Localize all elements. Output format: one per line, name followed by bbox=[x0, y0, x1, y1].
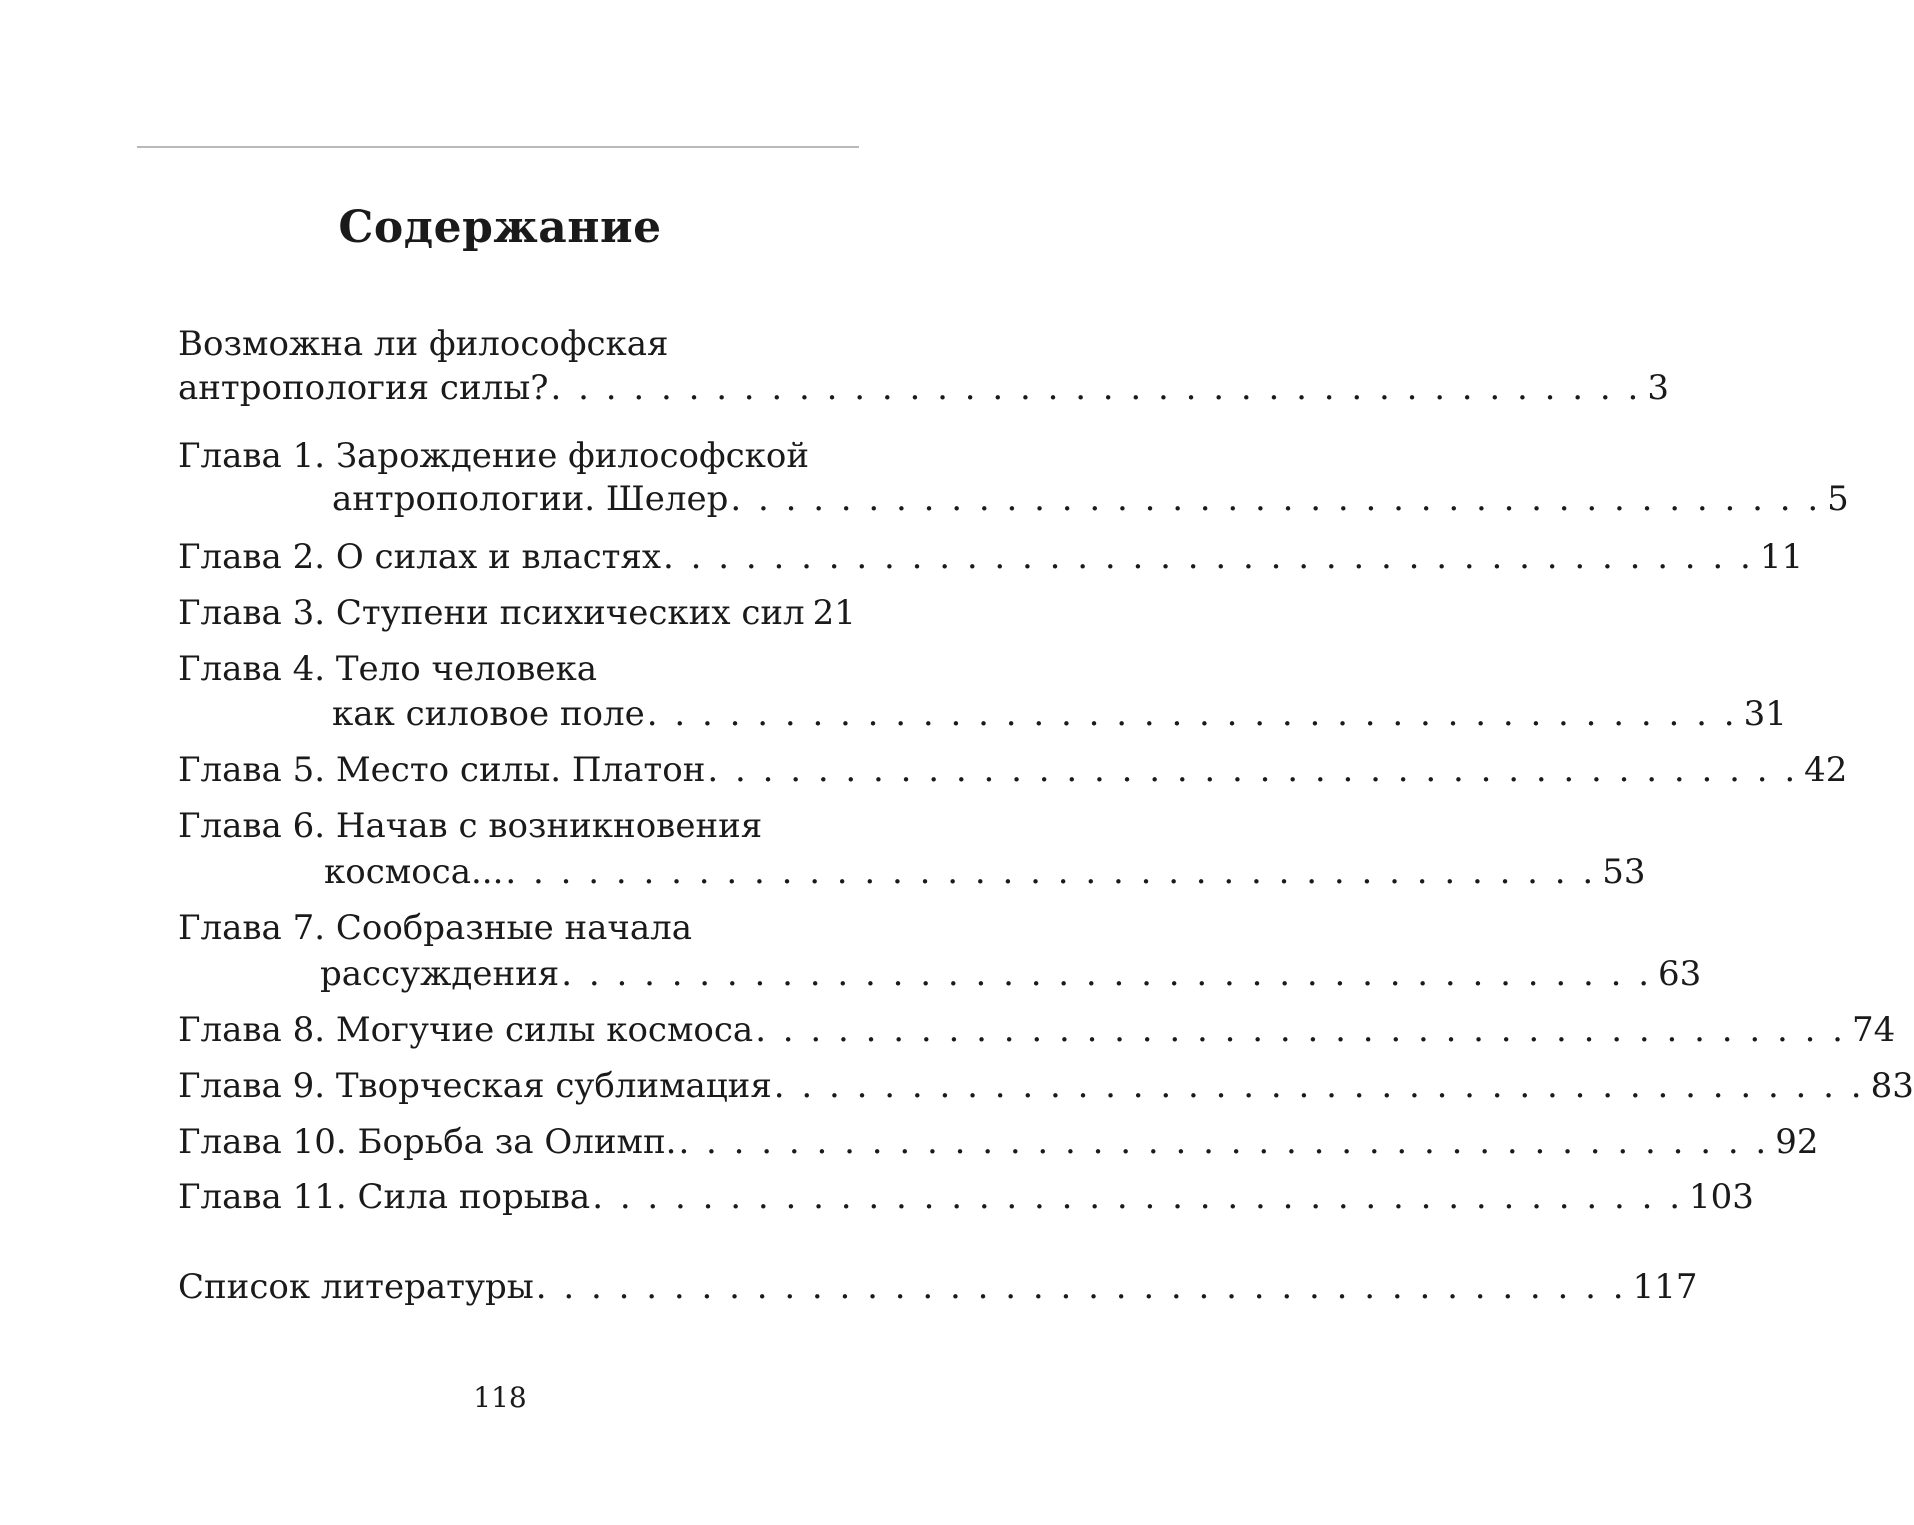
leader-dots: . . . . . . . . . . . . . . . . . . . . . . . . . . . . . . . . . . . . . . . . bbox=[755, 1010, 1846, 1050]
toc-entry-5[interactable] bbox=[178, 748, 1848, 792]
leader-dots: . . . . . . . . . . . . . . . . . . . . . . . . . . . . . . . . . . . . . . . . bbox=[505, 852, 1597, 892]
leader-dots: . . . . . . . . . . . . . . . . . . . . . . . . . . . . . . . . . . . . . . . . bbox=[550, 368, 1642, 408]
toc-entry-page: 42 bbox=[1804, 750, 1848, 790]
toc-entry-page: 31 bbox=[1743, 694, 1787, 734]
toc-entry-1[interactable] bbox=[332, 477, 1849, 521]
toc-entry-page: 5 bbox=[1827, 479, 1849, 519]
leader-dots: . . . . . . . . . . . . . . . . . . . . . . . . . . . . . . . . . . . . . . . . bbox=[773, 1066, 1865, 1106]
toc-entry-page: 74 bbox=[1852, 1010, 1896, 1050]
toc-entry-page: 3 bbox=[1647, 368, 1669, 408]
toc-entry-label: космоса... bbox=[324, 852, 504, 892]
toc-entry-label: антропология силы? bbox=[178, 368, 549, 408]
leader-dots: . . . . . . . . . . . . . . . . . . . . . . . . . . . . . . . . . . . . . . . . bbox=[730, 479, 1822, 519]
toc-entry-label: Глава 3. Ступени психических сил bbox=[178, 593, 805, 633]
toc-entry-label: Глава 2. О силах и властях bbox=[178, 537, 662, 577]
toc-entry-page: 117 bbox=[1632, 1267, 1698, 1307]
page-number: 118 bbox=[473, 1381, 527, 1414]
toc-entry-0-line1: Возможна ли философская bbox=[178, 324, 669, 364]
toc-entry-label: Глава 10. Борьба за Олимп. bbox=[178, 1122, 677, 1162]
leader-dots: . . . . . . . . . . . . . . . . . . . . . . . . . . . . . . . . . . . . . . . . bbox=[561, 954, 1653, 994]
toc-entry-page: 103 bbox=[1689, 1177, 1754, 1217]
leader-dots: . . . . . . . . . . . . . . . . . . . . . . . . . . . . . . . . . . . . . . . . bbox=[707, 750, 1799, 790]
toc-entry-page: 92 bbox=[1775, 1122, 1819, 1162]
toc-entry-7[interactable] bbox=[320, 952, 1702, 996]
toc-entry-page: 11 bbox=[1759, 537, 1804, 577]
top-rule bbox=[137, 146, 859, 148]
toc-entry-6[interactable] bbox=[324, 850, 1646, 894]
toc-entry-7-line1: Глава 7. Сообразные начала bbox=[178, 908, 693, 948]
toc-entry-0[interactable] bbox=[178, 366, 1669, 410]
toc-entry-11[interactable] bbox=[178, 1175, 1754, 1219]
toc-entry-label: антропологии. Шелер bbox=[332, 479, 729, 519]
toc-entry-4-line1: Глава 4. Тело человека bbox=[178, 649, 597, 689]
leader-dots: . . . . . . . . . . . . . . . . . . . . . . . . . . . . . . . . . . . . . . . . bbox=[646, 694, 1738, 734]
toc-entry-10[interactable] bbox=[178, 1120, 1819, 1164]
leader-dots: . . . . . . . . . . . . . . . . . . . . . . . . . . . . . . . . . . . . . . . . bbox=[592, 1177, 1684, 1217]
toc-entry-6-line1: Глава 6. Начав с возникновения bbox=[178, 806, 763, 846]
toc-entry-label: как силовое поле bbox=[332, 694, 645, 734]
toc-entry-page: 63 bbox=[1658, 954, 1702, 994]
toc-entry-page: 21 bbox=[812, 593, 856, 633]
toc-entry-label: Глава 8. Могучие силы космоса bbox=[178, 1010, 754, 1050]
toc-entry-page: 53 bbox=[1602, 852, 1646, 892]
toc-entry-4[interactable] bbox=[332, 692, 1787, 736]
leader-dots: . . . . . . . . . . . . . . . . . . . . . . . . . . . . . . . . . . . . . . . . bbox=[535, 1267, 1627, 1307]
toc-entry-8[interactable] bbox=[178, 1008, 1896, 1052]
leader-dots: . . . . . . . . . . . . . . . . . . . . . . . . . . . . . . . . . . . . . . . . bbox=[663, 537, 1754, 577]
toc-entry-label: Глава 5. Место силы. Платон bbox=[178, 750, 706, 790]
toc-entry-1-line1: Глава 1. Зарождение философской bbox=[178, 436, 810, 476]
toc-entry-label: Глава 11. Сила порыва bbox=[178, 1177, 591, 1217]
page-title: Содержание bbox=[338, 202, 662, 253]
toc-entry-label: Список литературы bbox=[178, 1267, 534, 1307]
toc-entry-label: Глава 9. Творческая сублимация bbox=[178, 1066, 772, 1106]
toc-entry-3[interactable] bbox=[178, 591, 854, 635]
leader-dots: . . . . . . . . . . . . . . . . . . . . . . . . . . . . . . . . . . . . . . . . bbox=[678, 1122, 1770, 1162]
toc-entry-page: 83 bbox=[1870, 1066, 1914, 1106]
toc-entry-label: рассуждения bbox=[320, 954, 560, 994]
toc-entry-12[interactable] bbox=[178, 1265, 1698, 1309]
toc-entry-9[interactable] bbox=[178, 1064, 1914, 1108]
toc-entry-2[interactable] bbox=[178, 535, 1804, 579]
